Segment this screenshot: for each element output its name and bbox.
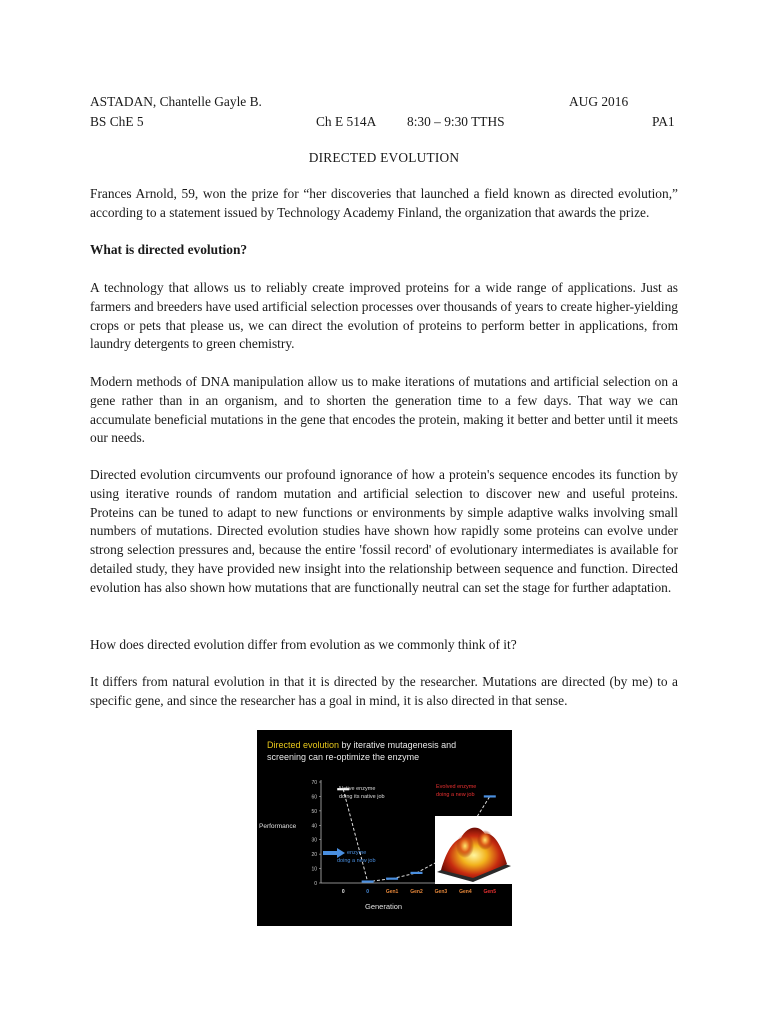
y-tick-label: 40: [311, 823, 317, 830]
question-differ: How does directed evolution differ from evolution as we commonly think of it?: [90, 637, 517, 652]
submission-date: AUG 2016: [569, 94, 629, 109]
chart-x-ticks: [342, 889, 496, 895]
y-tick-label: 10: [311, 866, 317, 873]
x-tick-label: Gen3: [434, 889, 448, 895]
fitness-landscape-image: [435, 816, 512, 884]
course-code: Ch E 514A: [316, 114, 377, 129]
x-axis-label: Generation: [365, 902, 403, 911]
x-tick-label: Gen5: [483, 889, 497, 895]
paragraph-definition: A technology that allows us to reliably create improved proteins for a wide range of applications. Just as farmers and breeders have used artificial selection processes over thousands of years to create higher-yielding crops or pets that please us, we can direct the evolution of proteins to perform better in applications, from laundry detergents to green chemistry.: [90, 280, 678, 352]
evolved-label-line1: Evolved enzyme: [436, 784, 477, 790]
y-tick-label: 20: [311, 852, 317, 859]
program-year: BS ChE 5: [90, 114, 144, 129]
y-tick-label: 30: [311, 837, 317, 844]
y-axis-label: Performance: [259, 823, 297, 830]
new-job-label-line1: enzyme: [347, 850, 367, 856]
assignment-code: PA1: [652, 114, 675, 129]
native-label-line2: doing its native job: [339, 794, 385, 800]
y-tick-label: 0: [314, 881, 317, 887]
document-title: DIRECTED EVOLUTION: [308, 150, 460, 165]
question-heading: What is directed evolution?: [90, 242, 248, 257]
intro-paragraph: Frances Arnold, 59, won the prize for “her discoveries that launched a field known as directed evolution,” according to a statement issued by Technology Academy Finland, the organization that awards the prize.: [90, 186, 678, 220]
y-tick-label: 60: [311, 794, 317, 801]
x-tick-label: 0: [341, 889, 345, 895]
new-job-label-line2: doing a new job: [337, 858, 376, 864]
figure-title-line2: screening can re-optimize the enzyme: [267, 752, 420, 762]
x-tick-label: Gen2: [410, 889, 423, 895]
paragraph-differs: It differs from natural evolution in that it is directed by the researcher. Mutations are directed (by me) to a specific gene, and since the researcher has a goal in mind, it is also directed in that sense.: [90, 674, 678, 708]
figure-title-rest: by iterative mutagenesis and: [339, 740, 457, 750]
y-tick-label: 50: [311, 808, 317, 815]
y-tick-label: 70: [311, 780, 317, 786]
native-label-line1: Native enzyme: [339, 786, 376, 792]
figure-title-highlight: Directed evolution: [267, 740, 340, 750]
class-schedule: 8:30 – 9:30 TTHS: [407, 114, 505, 129]
evolved-label-line2: doing a new job: [436, 792, 475, 798]
x-tick-label: Gen1: [385, 889, 399, 895]
paragraph-circumvents: Directed evolution circumvents our profound ignorance of how a protein's sequence encodes its function by using iterative rounds of random mutation and artificial selection to discover new and useful proteins. Proteins can be tuned to adapt to new functions or environments by simple adaptive walks involving small numbers of mutations. Directed evolution studies have shown how rapidly some proteins can evolve under strong selection pressures and, because the entire 'fossil record' of evolutionary intermediates is available for detailed study, they have provided new insight into the relationship between sequence and function. Directed evolution has also shown how mutations that are functionally neutral can set the stage for further adaptation.: [90, 467, 678, 595]
x-tick-label: Gen4: [459, 889, 472, 895]
new-job-arrow-icon: [323, 848, 345, 858]
paragraph-dna-methods: Modern methods of DNA manipulation allow us to make iterations of mutations and artificial selection on a gene rather than in an organism, and to shorten the generation time to a few days. That way we can accumulate beneficial mutations in the gene that encodes the protein, making it better and better until it meets our needs.: [90, 374, 678, 446]
chart-y-ticks: [311, 780, 321, 887]
student-name: ASTADAN, Chantelle Gayle B.: [90, 94, 262, 109]
x-tick-label: 0: [366, 889, 370, 895]
